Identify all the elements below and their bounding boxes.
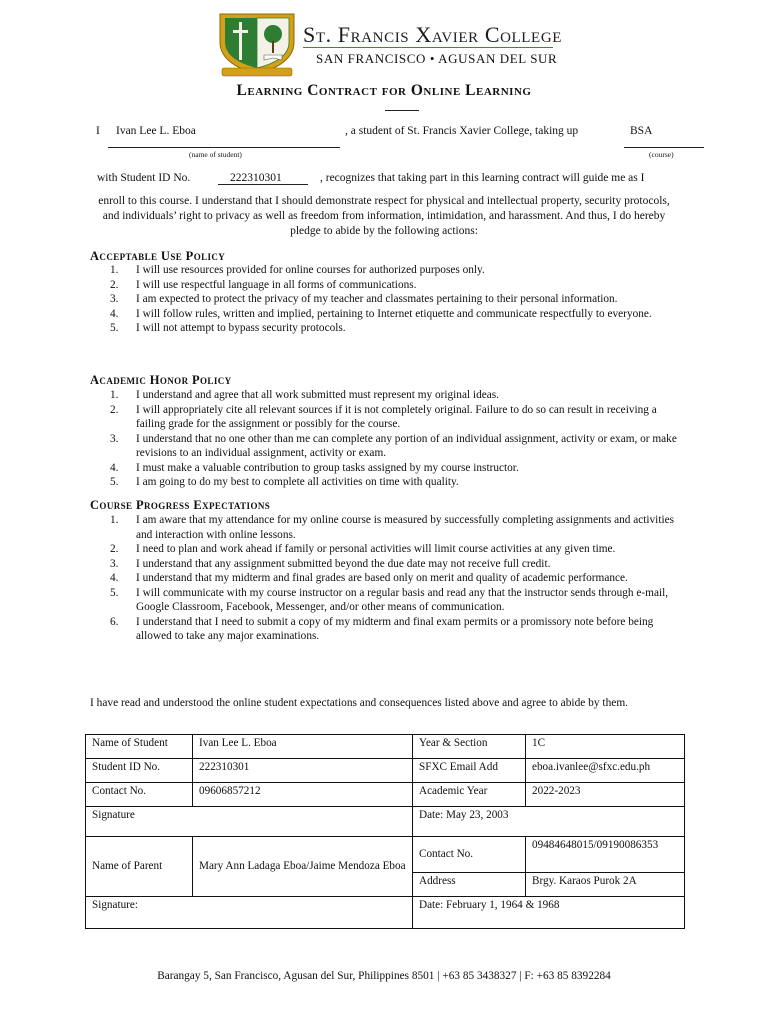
address-value: Brgy. Karaos Purok 2A: [526, 873, 685, 897]
parent-contact-label: Contact No.: [413, 837, 526, 873]
header-divider: [303, 47, 553, 48]
email-value: eboa.ivanlee@sfxc.edu.ph: [526, 759, 685, 783]
list-item: 2. I will use respectful language in all forms of communications.: [110, 278, 417, 291]
student-id-line: [218, 184, 308, 185]
name-caption: (name of student): [189, 150, 242, 159]
student-info-table: [85, 734, 685, 929]
parent-contact-value: 09484648015/09190086353: [526, 837, 685, 873]
title-underline: [385, 110, 419, 111]
course-progress-list: [90, 513, 682, 644]
list-item: 5. I will not attempt to bypass security protocols.: [110, 322, 346, 334]
student-signature-cell: Signature: [86, 807, 413, 837]
table-row: [86, 897, 685, 929]
section-title-course-progress: Course Progress Expectations: [90, 498, 271, 512]
declaration-paragraph: enroll to this course. I understand that I should demonstrate respect for physical and intellectual property, security protocols, and individuals’ right to privacy as well as freedom from information, intimidation, and harassment. And thus, I do hereby pledge to abide by the following actions:: [98, 195, 670, 237]
table-row: [86, 837, 685, 873]
student-name-line: [108, 147, 340, 148]
list-item: 3. I understand that no one other than me can complete any portion of an individual assignment, activity or exam, or make revisions to an individual assignment, activity or exam.: [110, 432, 677, 459]
table-row: [86, 735, 685, 759]
contact-label: Contact No.: [86, 783, 193, 807]
student-name-value: Ivan Lee L. Eboa: [116, 125, 196, 137]
name-of-student-label: Name of Student: [86, 735, 193, 759]
parent-name-label: Name of Parent: [86, 837, 193, 897]
student-date-cell: Date: May 23, 2003: [413, 807, 685, 837]
list-item: 1. I am aware that my attendance for my online course is measured by successfully completing assignments and activities and interaction with online lessons.: [110, 514, 675, 541]
section-title-acceptable-use: Acceptable Use Policy: [90, 249, 226, 263]
course-line: [624, 147, 704, 148]
year-section-label: Year & Section: [413, 735, 526, 759]
course-caption: (course): [649, 150, 674, 159]
table-row: [86, 783, 685, 807]
list-item: 5. I will communicate with my course instructor on a regular basis and read any that the instructor sends through e-mail, Google Classroom, Facebook, Messenger, and/or other means of communication.: [110, 586, 669, 613]
list-item: 3. I understand that any assignment submitted beyond the due date may not receive full credit.: [110, 557, 551, 570]
list-item: 4. I will follow rules, written and implied, pertaining to Internet etiquette and communicate respectfully to everyone.: [110, 307, 652, 320]
table-row: [86, 759, 685, 783]
list-item: 4. I understand that my midterm and final grades are based only on merit and quality of academic performance.: [110, 572, 628, 584]
student-id-label: Student ID No.: [86, 759, 193, 783]
email-label: SFXC Email Add: [413, 759, 526, 783]
list-item: 1. I understand and agree that all work submitted must represent my original ideas.: [110, 389, 499, 401]
address-label: Address: [413, 873, 526, 897]
student-id-cell: 222310301: [193, 759, 413, 783]
academic-year-value: 2022-2023: [526, 783, 685, 807]
parent-signature-cell: Signature:: [86, 897, 413, 929]
name-of-student-value: Ivan Lee L. Eboa: [193, 735, 413, 759]
list-item: 3. I am expected to protect the privacy of my teacher and classmates pertaining to their personal information.: [110, 293, 618, 305]
academic-year-label: Academic Year: [413, 783, 526, 807]
student-id-suffix: , recognizes that taking part in this learning contract will guide me as I: [320, 172, 645, 184]
course-value: BSA: [630, 125, 653, 137]
list-item: 4. I must make a valuable contribution to group tasks assigned by my course instructor.: [110, 461, 519, 474]
parent-name-value: Mary Ann Ladaga Eboa/Jaime Mendoza Eboa: [193, 837, 413, 897]
list-item: 5. I am going to do my best to complete all activities on time with quality.: [110, 476, 459, 488]
list-item: 2. I will appropriately cite all relevant sources if it is not completely original. Failure to do so can result in receiving a failing grade for the assignment or possibly for the course.: [110, 403, 657, 430]
academic-honor-list: [90, 388, 682, 490]
list-item: 1. I will use resources provided for online courses for authorized purposes only.: [110, 264, 485, 276]
list-item: 2. I need to plan and work ahead if family or personal activities will limit course activities at any given time.: [110, 543, 616, 555]
student-id-value: 222310301: [230, 172, 282, 184]
college-name: St. Francis Xavier College: [303, 22, 563, 47]
student-id-prefix: with Student ID No.: [97, 172, 191, 184]
college-seal-logo: [214, 8, 300, 78]
list-item: 6. I understand that I need to submit a copy of my midterm and final exam permits or a promissory note before being allowed to take any major examinations.: [110, 615, 654, 642]
year-section-value: 1C: [526, 735, 685, 759]
declaration-prefix: I: [96, 125, 100, 137]
college-address: SAN FRANCISCO • AGUSAN DEL SUR: [316, 51, 558, 66]
contact-value: 09606857212: [193, 783, 413, 807]
parent-date-cell: Date: February 1, 1964 & 1968: [413, 897, 685, 929]
footer-contact-info: Barangay 5, San Francisco, Agusan del Sur, Philippines 8501 | +63 85 3438327 | F: +63 85 8392284: [157, 970, 611, 982]
acceptable-use-list: [90, 263, 682, 336]
document-title: Learning Contract for Online Learning: [236, 82, 532, 99]
closing-statement: I have read and understood the online student expectations and consequences listed above and agree to abide by them.: [90, 697, 629, 709]
table-row: [86, 807, 685, 837]
declaration-middle-text: , a student of St. Francis Xavier College, taking up: [345, 125, 579, 137]
section-title-academic-honor: Academic Honor Policy: [90, 373, 232, 387]
